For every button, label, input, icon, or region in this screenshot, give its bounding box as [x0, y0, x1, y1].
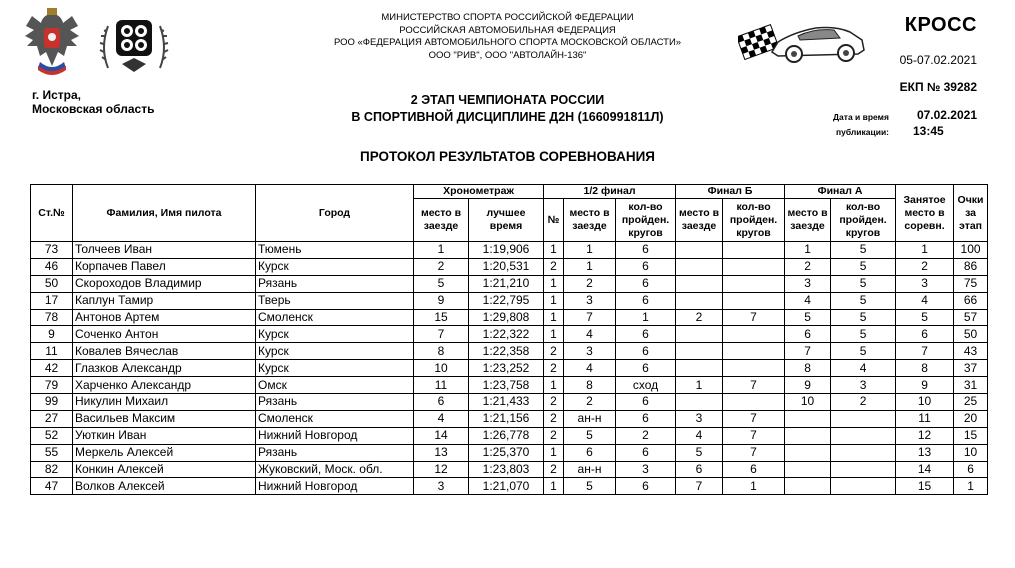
organizer-line: МИНИСТЕРСТВО СПОРТА РОССИЙСКОЙ ФЕДЕРАЦИИ [381, 12, 634, 23]
ekp-number: ЕКП № 39282 [899, 80, 977, 94]
cell-city: Нижний Новгород [256, 478, 414, 495]
cell-final-b-place [676, 292, 723, 309]
cell-final-a-place: 2 [785, 258, 831, 275]
cell-final-b-laps: 7 [723, 444, 785, 461]
table-row [31, 343, 988, 360]
cell-taken-place: 3 [896, 275, 954, 292]
protocol-title: ПРОТОКОЛ РЕЗУЛЬТАТОВ СОРЕВНОВАНИЯ [359, 149, 655, 164]
cell-final-a-laps: 5 [831, 258, 896, 275]
header-semi-laps: кол-во пройден. кругов [616, 199, 676, 242]
cell-final-a-place [785, 478, 831, 495]
cell-best-time: 1:23,803 [469, 461, 544, 478]
cell-final-b-place [676, 275, 723, 292]
cell-points: 57 [954, 309, 988, 326]
table-row [31, 478, 988, 495]
cell-semi-no: 2 [544, 410, 564, 427]
cell-semi-place: 8 [564, 377, 616, 394]
cell-semi-place: 4 [564, 360, 616, 377]
header-final-b-group: Финал Б [676, 185, 785, 199]
cell-semi-no: 2 [544, 461, 564, 478]
cell-semi-no: 1 [544, 377, 564, 394]
cell-taken-place: 11 [896, 410, 954, 427]
cell-semi-laps: 6 [616, 444, 676, 461]
cell-pilot-name: Скороходов Владимир [73, 275, 256, 292]
cell-final-b-laps [723, 326, 785, 343]
cell-chrono-place: 3 [414, 478, 469, 495]
cell-pilot-name: Васильев Максим [73, 410, 256, 427]
cell-final-b-laps: 1 [723, 478, 785, 495]
cell-pilot-name: Уюткин Иван [73, 427, 256, 444]
cell-chrono-place: 2 [414, 258, 469, 275]
cell-semi-no: 2 [544, 427, 564, 444]
cell-city: Смоленск [256, 410, 414, 427]
cell-final-a-place [785, 427, 831, 444]
cell-final-b-place [676, 394, 723, 411]
cell-final-b-place [676, 326, 723, 343]
cell-semi-laps: сход [616, 377, 676, 394]
cell-final-a-laps: 5 [831, 292, 896, 309]
cell-start-no: 27 [31, 410, 73, 427]
header-semifinal-group: 1/2 финал [544, 185, 676, 199]
cell-semi-place: 4 [564, 326, 616, 343]
cell-taken-place: 4 [896, 292, 954, 309]
table-row [31, 461, 988, 478]
cell-final-a-laps [831, 410, 896, 427]
table-row [31, 444, 988, 461]
cell-city: Курск [256, 343, 414, 360]
cell-taken-place: 12 [896, 427, 954, 444]
cell-semi-no: 1 [544, 309, 564, 326]
cell-best-time: 1:21,210 [469, 275, 544, 292]
cell-final-b-place: 5 [676, 444, 723, 461]
cell-start-no: 79 [31, 377, 73, 394]
cell-start-no: 11 [31, 343, 73, 360]
cell-semi-no: 2 [544, 394, 564, 411]
championship-title [300, 92, 715, 126]
cell-points: 6 [954, 461, 988, 478]
event-dates: 05-07.02.2021 [899, 53, 977, 67]
cell-final-a-laps [831, 461, 896, 478]
header-final-a-place: место в заезде [785, 199, 831, 242]
cell-start-no: 82 [31, 461, 73, 478]
header-chrono-group: Хронометраж [414, 185, 544, 199]
header-semi-no: № [544, 199, 564, 242]
cell-final-b-place: 1 [676, 377, 723, 394]
cell-final-b-laps [723, 292, 785, 309]
cell-start-no: 78 [31, 309, 73, 326]
header-final-a-laps: кол-во пройден. кругов [831, 199, 896, 242]
cell-semi-laps: 6 [616, 326, 676, 343]
cell-final-b-place [676, 258, 723, 275]
organizers-block [290, 12, 725, 62]
cell-start-no: 42 [31, 360, 73, 377]
cell-pilot-name: Конкин Алексей [73, 461, 256, 478]
cell-best-time: 1:26,778 [469, 427, 544, 444]
header-chrono-best: лучшее время [469, 199, 544, 242]
cell-semi-place: 1 [564, 242, 616, 259]
cell-chrono-place: 4 [414, 410, 469, 427]
organizer-line: ООО "РИВ", ООО "АВТОЛАЙН-136" [428, 49, 587, 61]
publication-time: 13:45 [913, 124, 944, 138]
cell-pilot-name: Корпачев Павел [73, 258, 256, 275]
cell-final-a-place: 1 [785, 242, 831, 259]
cell-city: Нижний Новгород [256, 427, 414, 444]
table-row [31, 309, 988, 326]
cell-final-b-laps [723, 258, 785, 275]
cell-pilot-name: Толчеев Иван [73, 242, 256, 259]
cell-pilot-name: Глазков Александр [73, 360, 256, 377]
table-row [31, 427, 988, 444]
cell-final-a-laps: 4 [831, 360, 896, 377]
table-row [31, 360, 988, 377]
cell-city: Курск [256, 258, 414, 275]
cell-final-a-place: 9 [785, 377, 831, 394]
table-row [31, 292, 988, 309]
cell-best-time: 1:25,370 [469, 444, 544, 461]
cell-final-a-laps: 2 [831, 394, 896, 411]
cell-semi-place: 5 [564, 427, 616, 444]
table-row [31, 258, 988, 275]
cell-points: 10 [954, 444, 988, 461]
cell-chrono-place: 1 [414, 242, 469, 259]
cell-pilot-name: Соченко Антон [73, 326, 256, 343]
cell-start-no: 17 [31, 292, 73, 309]
cell-semi-place: 6 [564, 444, 616, 461]
cell-taken-place: 6 [896, 326, 954, 343]
cell-semi-place: 2 [564, 275, 616, 292]
publication-label-line2: публикации: [836, 127, 890, 137]
cell-best-time: 1:19,906 [469, 242, 544, 259]
cell-best-time: 1:23,252 [469, 360, 544, 377]
header-pilot-name: Фамилия, Имя пилота [73, 185, 256, 242]
cell-final-b-laps: 7 [723, 309, 785, 326]
cell-final-b-laps [723, 360, 785, 377]
cell-final-a-laps: 5 [831, 326, 896, 343]
header-chrono-place: место в заезде [414, 199, 469, 242]
organizer-line: РОССИЙСКАЯ АВТОМОБИЛЬНАЯ ФЕДЕРАЦИЯ [399, 24, 616, 36]
header-city: Город [256, 185, 414, 242]
cell-final-b-laps: 7 [723, 410, 785, 427]
cell-city: Курск [256, 326, 414, 343]
cell-points: 100 [954, 242, 988, 259]
cell-semi-no: 1 [544, 326, 564, 343]
cell-final-a-place: 5 [785, 309, 831, 326]
cell-best-time: 1:21,433 [469, 394, 544, 411]
cell-city: Жуковский, Моск. обл. [256, 461, 414, 478]
cell-pilot-name: Волков Алексей [73, 478, 256, 495]
cell-pilot-name: Харченко Александр [73, 377, 256, 394]
cell-final-a-laps: 5 [831, 242, 896, 259]
cell-best-time: 1:22,358 [469, 343, 544, 360]
publication-label-line1: Дата и время [833, 112, 889, 122]
cell-final-b-laps [723, 242, 785, 259]
cell-start-no: 47 [31, 478, 73, 495]
cell-semi-laps: 1 [616, 309, 676, 326]
cell-chrono-place: 11 [414, 377, 469, 394]
cell-pilot-name: Антонов Артем [73, 309, 256, 326]
cell-taken-place: 15 [896, 478, 954, 495]
header-final-b-place: место в заезде [676, 199, 723, 242]
cell-best-time: 1:23,758 [469, 377, 544, 394]
cell-final-a-place: 10 [785, 394, 831, 411]
ministry-sport-emblem-logo [22, 8, 82, 80]
cell-best-time: 1:29,808 [469, 309, 544, 326]
cell-chrono-place: 15 [414, 309, 469, 326]
cell-semi-no: 1 [544, 242, 564, 259]
cell-final-a-laps: 5 [831, 309, 896, 326]
cell-chrono-place: 7 [414, 326, 469, 343]
cell-city: Курск [256, 360, 414, 377]
cell-final-b-laps: 7 [723, 427, 785, 444]
cell-city: Тюмень [256, 242, 414, 259]
cell-semi-laps: 6 [616, 258, 676, 275]
cell-points: 25 [954, 394, 988, 411]
cell-final-b-laps [723, 394, 785, 411]
cell-pilot-name: Меркель Алексей [73, 444, 256, 461]
table-row [31, 242, 988, 259]
organizer-line: РОО «ФЕДЕРАЦИЯ АВТОМОБИЛЬНОГО СПОРТА МОСКОВСКОЙ ОБЛАСТИ» [333, 37, 682, 48]
cell-points: 37 [954, 360, 988, 377]
cell-semi-laps: 6 [616, 343, 676, 360]
cell-final-a-place: 7 [785, 343, 831, 360]
cell-final-b-place [676, 360, 723, 377]
table-row [31, 326, 988, 343]
cell-taken-place: 5 [896, 309, 954, 326]
cell-semi-laps: 6 [616, 478, 676, 495]
cell-semi-place: ан-н [564, 461, 616, 478]
cell-city: Рязань [256, 275, 414, 292]
cell-semi-place: 1 [564, 258, 616, 275]
cell-city: Рязань [256, 394, 414, 411]
cell-taken-place: 14 [896, 461, 954, 478]
cell-chrono-place: 13 [414, 444, 469, 461]
table-row [31, 275, 988, 292]
cell-points: 15 [954, 427, 988, 444]
event-location [32, 88, 154, 116]
header-semi-place: место в заезде [564, 199, 616, 242]
cell-final-a-laps [831, 444, 896, 461]
cell-final-b-place: 3 [676, 410, 723, 427]
cell-final-b-laps: 7 [723, 377, 785, 394]
cell-semi-laps: 3 [616, 461, 676, 478]
cell-chrono-place: 5 [414, 275, 469, 292]
cell-city: Тверь [256, 292, 414, 309]
cell-start-no: 55 [31, 444, 73, 461]
cell-best-time: 1:22,322 [469, 326, 544, 343]
cell-semi-laps: 6 [616, 394, 676, 411]
cell-final-a-place: 6 [785, 326, 831, 343]
cell-best-time: 1:22,795 [469, 292, 544, 309]
cell-taken-place: 2 [896, 258, 954, 275]
cell-final-b-laps [723, 275, 785, 292]
publication-date: 07.02.2021 [916, 108, 977, 122]
cell-semi-laps: 6 [616, 275, 676, 292]
cell-taken-place: 8 [896, 360, 954, 377]
race-car-flags-logo [738, 8, 868, 70]
cell-best-time: 1:21,070 [469, 478, 544, 495]
results-body [31, 242, 988, 495]
cell-start-no: 50 [31, 275, 73, 292]
cell-final-a-place: 8 [785, 360, 831, 377]
cell-final-b-place: 7 [676, 478, 723, 495]
cell-final-b-place [676, 242, 723, 259]
cell-points: 86 [954, 258, 988, 275]
cell-taken-place: 7 [896, 343, 954, 360]
cell-points: 1 [954, 478, 988, 495]
cell-semi-no: 1 [544, 292, 564, 309]
cell-final-b-place: 6 [676, 461, 723, 478]
cell-semi-no: 1 [544, 275, 564, 292]
cell-pilot-name: Каплун Тамир [73, 292, 256, 309]
cell-final-a-laps: 5 [831, 275, 896, 292]
cell-taken-place: 9 [896, 377, 954, 394]
cell-final-a-place [785, 410, 831, 427]
championship-stage: 2 ЭТАП ЧЕМПИОНАТА РОССИИ [410, 93, 605, 107]
cell-final-a-laps: 5 [831, 343, 896, 360]
cell-chrono-place: 12 [414, 461, 469, 478]
cell-semi-place: 3 [564, 292, 616, 309]
cell-semi-place: 3 [564, 343, 616, 360]
cell-final-a-laps [831, 427, 896, 444]
table-row [31, 377, 988, 394]
cell-final-a-place: 4 [785, 292, 831, 309]
cell-city: Омск [256, 377, 414, 394]
results-table [30, 184, 988, 495]
cell-semi-place: ан-н [564, 410, 616, 427]
cell-start-no: 46 [31, 258, 73, 275]
cell-best-time: 1:20,531 [469, 258, 544, 275]
cell-final-a-laps [831, 478, 896, 495]
cell-taken-place: 13 [896, 444, 954, 461]
cell-points: 66 [954, 292, 988, 309]
cell-start-no: 52 [31, 427, 73, 444]
cell-points: 31 [954, 377, 988, 394]
header-taken-place: Занятое место в соревн. [896, 185, 954, 242]
championship-discipline: В СПОРТИВНОЙ ДИСЦИПЛИНЕ Д2Н (1660991811Л) [351, 110, 664, 124]
header-final-a-group: Финал А [785, 185, 896, 199]
cell-pilot-name: Ковалев Вячеслав [73, 343, 256, 360]
location-city: г. Истра, [32, 88, 81, 102]
cell-points: 75 [954, 275, 988, 292]
cell-points: 50 [954, 326, 988, 343]
cell-semi-no: 2 [544, 258, 564, 275]
cell-final-b-place [676, 343, 723, 360]
cell-chrono-place: 14 [414, 427, 469, 444]
header-start-no: Ст.№ [31, 185, 73, 242]
cell-semi-place: 2 [564, 394, 616, 411]
cell-final-b-place: 4 [676, 427, 723, 444]
cell-semi-laps: 6 [616, 360, 676, 377]
cell-semi-place: 7 [564, 309, 616, 326]
cell-start-no: 99 [31, 394, 73, 411]
location-region: Московская область [32, 102, 155, 116]
raf-logo [98, 8, 170, 80]
cell-city: Смоленск [256, 309, 414, 326]
cell-pilot-name: Никулин Михаил [73, 394, 256, 411]
cell-semi-no: 1 [544, 478, 564, 495]
cell-semi-laps: 6 [616, 242, 676, 259]
cell-taken-place: 10 [896, 394, 954, 411]
cell-final-b-place: 2 [676, 309, 723, 326]
cell-points: 20 [954, 410, 988, 427]
cell-final-a-place: 3 [785, 275, 831, 292]
cell-final-a-laps: 3 [831, 377, 896, 394]
cell-semi-no: 1 [544, 444, 564, 461]
cell-semi-no: 2 [544, 360, 564, 377]
table-row [31, 410, 988, 427]
table-row [31, 394, 988, 411]
cell-final-b-laps [723, 343, 785, 360]
cell-start-no: 73 [31, 242, 73, 259]
cell-semi-laps: 6 [616, 292, 676, 309]
cell-points: 43 [954, 343, 988, 360]
cell-semi-no: 2 [544, 343, 564, 360]
cell-city: Рязань [256, 444, 414, 461]
cell-semi-laps: 2 [616, 427, 676, 444]
cell-best-time: 1:21,156 [469, 410, 544, 427]
cell-final-a-place [785, 444, 831, 461]
cell-final-b-laps: 6 [723, 461, 785, 478]
cell-chrono-place: 6 [414, 394, 469, 411]
header-points: Очки за этап [954, 185, 988, 242]
cell-start-no: 9 [31, 326, 73, 343]
cell-semi-laps: 6 [616, 410, 676, 427]
cell-final-a-place [785, 461, 831, 478]
cell-semi-place: 5 [564, 478, 616, 495]
discipline-title: КРОСС [904, 14, 977, 36]
cell-chrono-place: 10 [414, 360, 469, 377]
header-final-b-laps: кол-во пройден. кругов [723, 199, 785, 242]
cell-taken-place: 1 [896, 242, 954, 259]
cell-chrono-place: 8 [414, 343, 469, 360]
cell-chrono-place: 9 [414, 292, 469, 309]
